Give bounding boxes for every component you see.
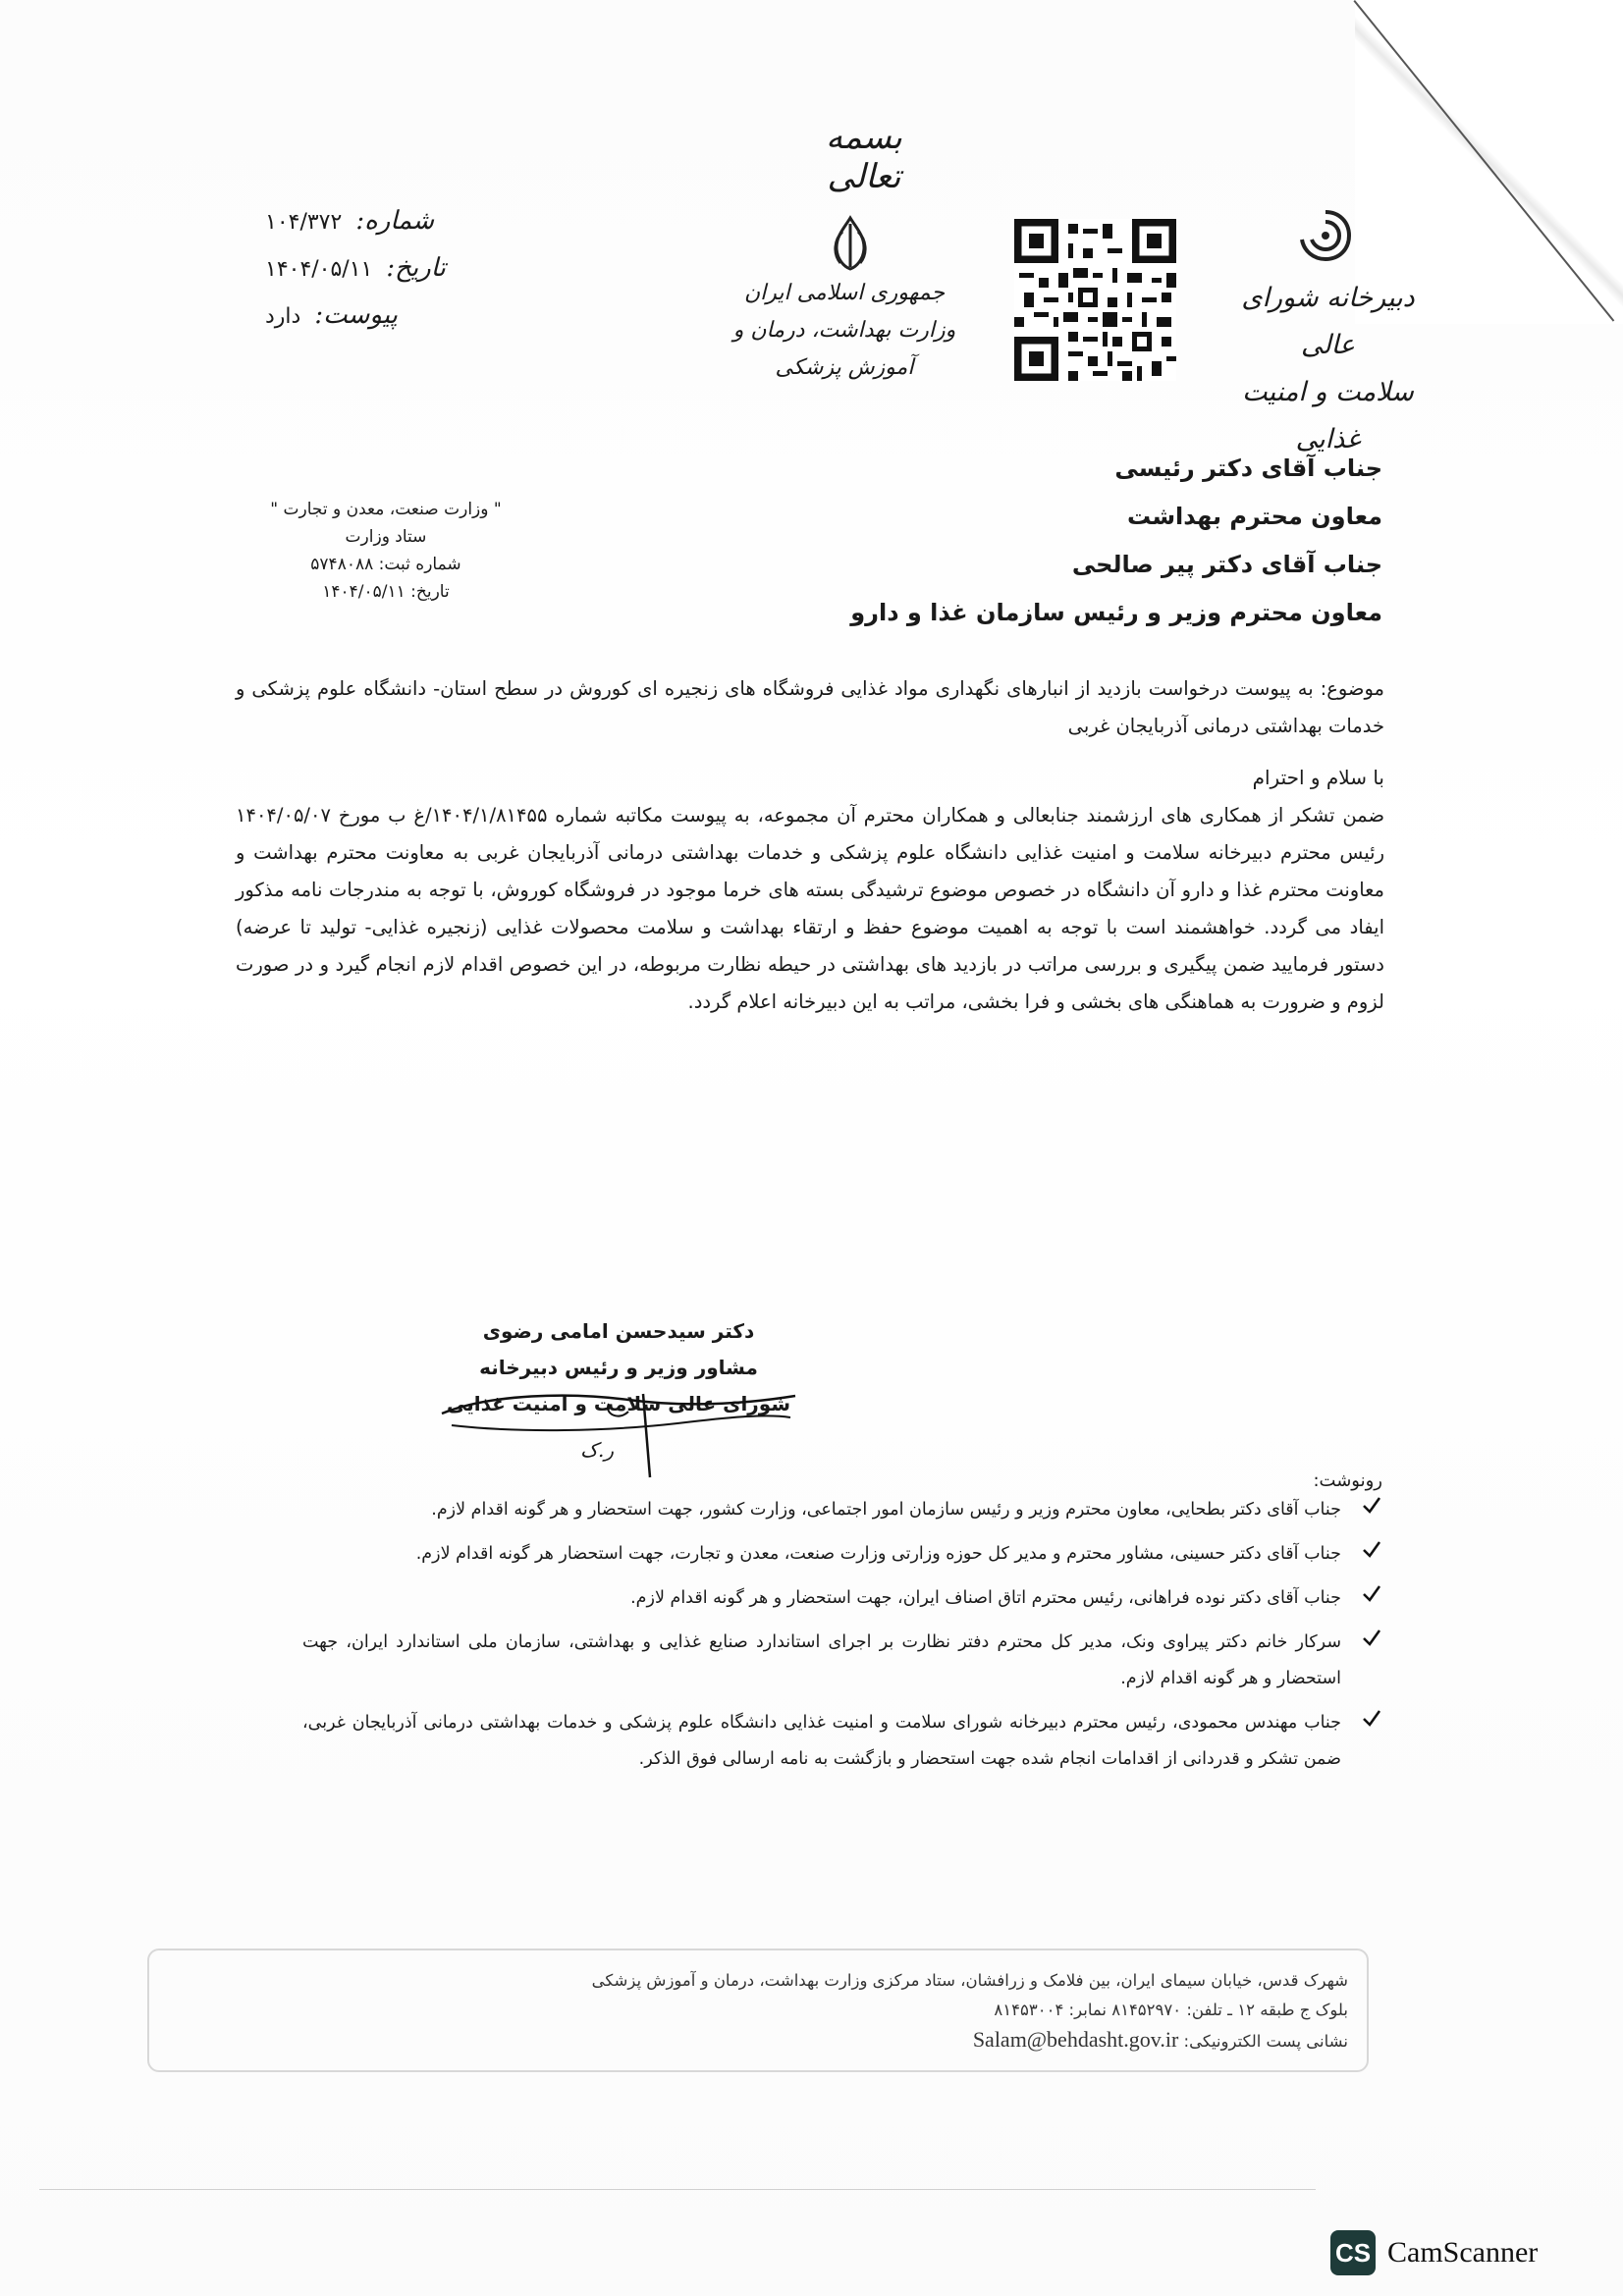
council-header [1217, 275, 1438, 463]
letter-date-label: تاریخ: [386, 253, 446, 283]
cc-item [302, 1625, 1382, 1697]
checkmark-icon [1361, 1494, 1382, 1516]
cc-item [302, 1492, 1382, 1528]
cc-list [302, 1492, 1382, 1786]
checkmark-icon [1361, 1582, 1382, 1604]
stamp-line-4: تاریخ: ۱۴۰۴/۰۵/۱۱ [322, 582, 450, 602]
camscanner-badge [1330, 2228, 1623, 2277]
letter-number-row [265, 206, 461, 253]
addressee-line: جناب آقای دکتر پیر صالحی [1071, 551, 1382, 578]
addressee-block [499, 445, 1382, 637]
checkmark-icon [1361, 1627, 1382, 1648]
stamp-line-1: " وزارت صنعت، معدن و تجارت " [270, 500, 502, 519]
checkmark-icon [1361, 1707, 1382, 1729]
letter-meta [265, 206, 461, 347]
cc-item [302, 1580, 1382, 1617]
council-line-1: دبیرخانه شورای عالی [1241, 283, 1415, 360]
letter-body: ضمن تشکر از همکاری های ارزشمند جنابعالی و همکاران محترم آن مجموعه، به پیوست مکاتبه شماره ۱۴۰۴/۱/۸۱۴۵۵/غ ب مورخ ۱۴۰۴/۰۵/۰۷ رئیس محترم دبیرخانه سلامت و امنیت غذایی دانشگاه علوم پزشکی و خدمات بهداشتی درمانی آذربایجان غربی به معاونت محترم بهداشت و معاونت محترم غذا و دارو آن دانشگاه در خصوص موضوع ترشیدگی بسته های خرما موجود در فروشگاه کوروش، با توجه به مندرجات نامه مذکور ایفاد می گردد. خواهشمند است با توجه به اهمیت موضوع حفظ و ارتقاء بهداشت و سلامت محصولات غذایی (زنجیره غذایی- تولید تا عرضه) دستور فرمایید ضمن پیگیری و بررسی مراتب در بازدید های بهداشتی در حیطه نظارت مربوطه، در این خصوص اقدام لازم انجام گیرد و در صورت لزوم و ضرورت به هماهنگی های بخشی و فرا بخشی، مراتب به این دبیرخانه اعلام گردد. [236, 804, 1384, 1013]
letter-salutation: با سلام و احترام [1252, 766, 1384, 789]
cc-item-text: سرکار خانم دکتر پیراوی ونک، مدیر کل محترم دفتر نظارت بر اجرای استاندارد صنایع غذایی و بهداشتی، سازمان ملی استاندارد ایران، جهت استحضار و هر گونه اقدام لازم. [302, 1632, 1341, 1688]
signatory-title-1: مشاور وزیر و رئیس دبیرخانه [479, 1356, 758, 1379]
bismillah-heading: بسمه تعالی [826, 118, 902, 196]
qr-code-icon [1014, 219, 1176, 381]
footer-line-1: شهرک قدس، خیابان سیمای ایران، بین فلامک و زرافشان، ستاد مرکزی وزارت بهداشت، درمان و آموزش پزشکی [591, 1971, 1348, 1990]
council-logo-icon [1296, 206, 1355, 265]
signature-mark: ر.ک [580, 1438, 614, 1462]
registration-stamp [239, 496, 533, 606]
ministry-line-2: وزارت بهداشت، درمان و آموزش پزشکی [732, 318, 956, 380]
letter-attachment-row [265, 300, 461, 347]
footer-email-row [366, 2025, 1348, 2056]
checkmark-icon [1361, 1538, 1382, 1560]
camscanner-name: CamScanner [1387, 2236, 1539, 2269]
cc-item-text: جناب مهندس محمودی، رئیس محترم دبیرخانه شورای سلامت و امنیت غذایی دانشگاه علوم پزشکی و خدمات بهداشتی درمانی آذربایجان غربی، ضمن تشکر و قدردانی از اقدامات انجام شده جهت استحضار و بازگشت به نامه ارسالی فوق الذکر. [302, 1713, 1341, 1769]
letter-number-value: ۱۰۴/۳۷۲ [265, 210, 343, 235]
footer-email-label: نشانی پست الکترونیکی: [1183, 2032, 1348, 2051]
handwritten-signature-icon [432, 1374, 805, 1482]
letter-attachment-label: پیوست: [314, 300, 398, 330]
cc-title: رونوشت: [1313, 1470, 1382, 1491]
cc-item-text: جناب آقای دکتر نوده فراهانی، رئیس محترم اتاق اصناف ایران، جهت استحضار و هر گونه اقدام لازم. [630, 1588, 1341, 1608]
ministry-line-1: جمهوری اسلامی ایران [743, 281, 946, 305]
footer-email: Salam@behdasht.gov.ir [972, 2027, 1179, 2052]
letter-attachment-value: دارد [265, 304, 301, 329]
stamp-line-2: ستاد وزارت [345, 527, 427, 547]
cc-item [302, 1705, 1382, 1778]
signatory-title-2: شورای عالی سلامت و امنیت غذایی [446, 1392, 791, 1415]
letter-number-label: شماره: [355, 206, 434, 236]
ministry-header [717, 275, 972, 387]
signatory-name: دکتر سیدحسن امامی رضوی [482, 1319, 755, 1343]
addressee-line: معاون محترم بهداشت [1127, 503, 1382, 530]
cc-item-text: جناب آقای دکتر حسینی، مشاور محترم و مدیر کل حوزه وزارتی وزارت صنعت، معدن و تجارت، جهت استحضار هر گونه اقدام لازم. [415, 1544, 1341, 1564]
camscanner-logo-icon: CS [1330, 2230, 1376, 2275]
iran-emblem-icon [823, 214, 878, 273]
council-line-2: سلامت و امنیت غذایی [1242, 377, 1414, 454]
footer-address [366, 1966, 1348, 2056]
footer-line-2: بلوک ج طبقه ۱۲ ـ تلفن: ۸۱۴۵۲۹۷۰ نمابر: ۸۱۴۵۳۰۰۴ [994, 2001, 1348, 2019]
letter-date-value: ۱۴۰۴/۰۵/۱۱ [265, 257, 373, 282]
cc-item [302, 1536, 1382, 1573]
letter-subject: موضوع: به پیوست درخواست بازدید از انبارهای نگهداری مواد غذایی فروشگاه های زنجیره ای کوروش در سطح استان- دانشگاه علوم پزشکی و خدمات بهداشتی درمانی آذربایجان غربی [236, 677, 1384, 737]
letter-date-row [265, 253, 461, 300]
stamp-line-3: شماره ثبت: ۵۷۴۸۰۸۸ [310, 555, 461, 574]
addressee-line: معاون محترم وزیر و رئیس سازمان غذا و دارو [850, 599, 1382, 626]
cc-item-text: جناب آقای دکتر بطحایی، معاون محترم وزیر و رئیس سازمان امور اجتماعی، وزارت کشور، جهت استحضار و هر گونه اقدام لازم. [431, 1500, 1341, 1520]
addressee-line: جناب آقای دکتر رئیسی [1114, 454, 1382, 482]
page-bottom-rule [39, 2189, 1316, 2190]
